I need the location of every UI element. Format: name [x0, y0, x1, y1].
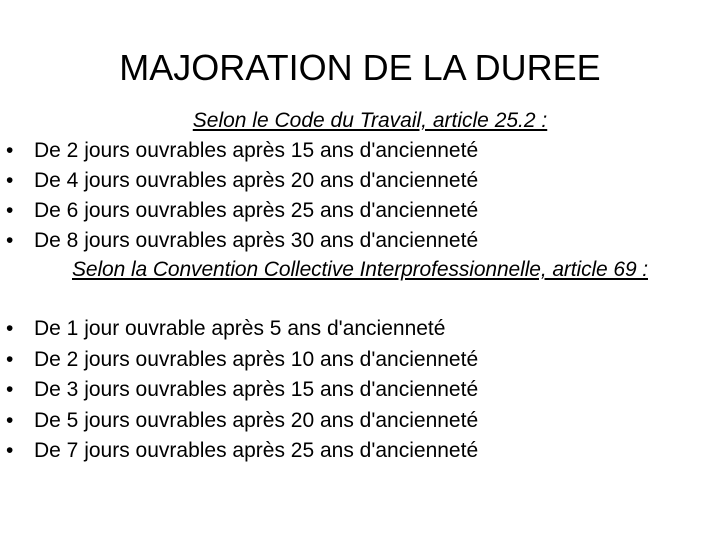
list-item [6, 314, 714, 345]
list-item-text: De 4 jours ouvrables après 20 ans d'ancienneté [34, 169, 479, 192]
list-item-text: De 5 jours ouvrables après 20 ans d'ancienneté [34, 408, 479, 432]
bullet-list-code-du-travail [6, 136, 714, 256]
list-item [6, 166, 714, 196]
bullet-icon: • [6, 378, 14, 401]
list-item [6, 196, 714, 226]
bullet-icon: • [6, 439, 14, 462]
bullet-icon: • [6, 169, 14, 192]
list-item-text: De 7 jours ouvrables après 25 ans d'ancienneté [34, 439, 479, 462]
list-item-text: De 8 jours ouvrables après 30 ans d'ancienneté [34, 229, 479, 252]
bullet-icon: • [6, 317, 14, 340]
list-item-text: De 1 jour ouvrable après 5 ans d'ancienneté [34, 317, 446, 340]
list-item-text: De 2 jours ouvrables après 15 ans d'ancienneté [34, 139, 479, 162]
section-heading-convention-collective: Selon la Convention Collective Interprofessionnelle, article 69 : [72, 258, 648, 281]
list-item-text: De 6 jours ouvrables après 25 ans d'ancienneté [34, 199, 479, 222]
bullet-icon: • [6, 199, 14, 222]
slide-title: MAJORATION DE LA DUREE [119, 47, 601, 88]
list-item-text: De 3 jours ouvrables après 15 ans d'ancienneté [34, 378, 479, 401]
list-item [6, 136, 714, 166]
slide-body [6, 106, 714, 467]
list-item-text: De 2 jours ouvrables après 10 ans d'ancienneté [34, 347, 479, 371]
list-item [6, 226, 714, 256]
bullet-icon: • [6, 229, 14, 252]
bullet-icon: • [6, 408, 14, 432]
list-item [6, 406, 714, 437]
section-heading-code-du-travail: Selon le Code du Travail, article 25.2 : [192, 109, 548, 132]
bullet-icon: • [6, 139, 14, 162]
bullet-icon: • [6, 347, 14, 371]
list-item [6, 436, 714, 467]
list-item [6, 345, 714, 376]
bullet-list-convention-collective [6, 314, 714, 467]
list-item [6, 375, 714, 406]
